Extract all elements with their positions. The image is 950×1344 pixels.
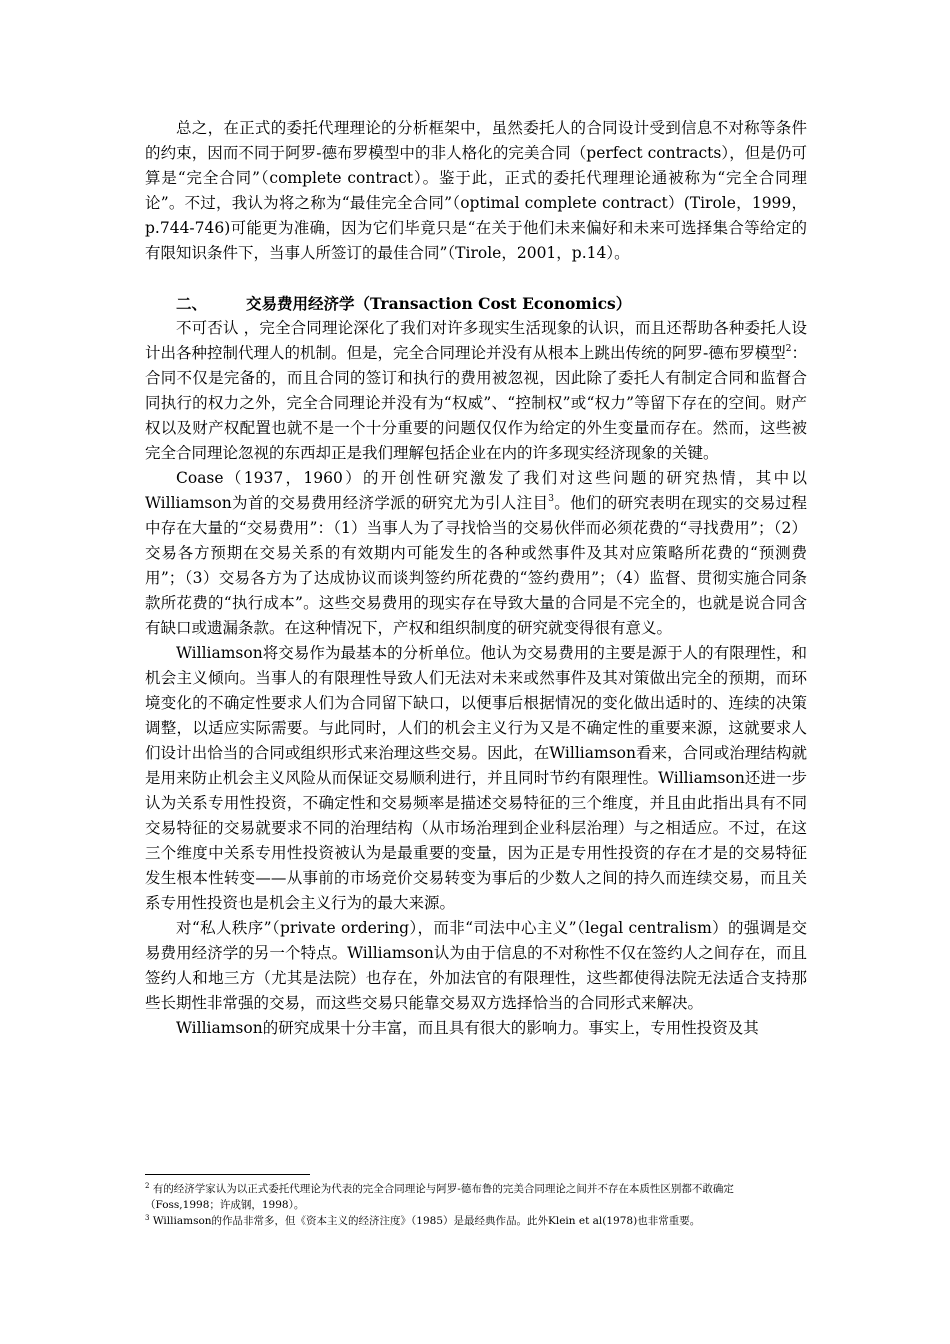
paragraph-2-part-a: 不可否认 ，完全合同理论深化了我们对许多现实生活现象的认识，而且还帮助各种委托人设计出各种控制代理人的机制。但是，完全合同理论并没有从根本上跳出传统的阿罗-德布罗模型 — [145, 319, 807, 362]
footnote-divider — [145, 1174, 310, 1175]
footnotes — [145, 1181, 807, 1229]
body-text — [145, 116, 807, 1041]
paragraph-1: 总之，在正式的委托代理理论的分析框架中，虽然委托人的合同设计受到信息不对称等条件的约束，因而不同于阿罗-德布罗模型中的非人格化的完美合同（perfect contracts），但是仍可算是“完全合同”（complete contract）。鉴于此，正式的委托代理理论通被称为“完全合同理论”。不过，我认为将之称为“最佳完全合同”（optimal complete contract）(Tirole，1999，p.744-746)可能更为准确，因为它们毕竟只是“在关于他们未来偏好和未来可选择集合等给定的有限知识条件下，当事人所签订的最佳合同”（Tirole，2001，p.14）。 — [145, 119, 807, 262]
paragraph-2-part-b: ：合同不仅是完备的，而且合同的签订和执行的费用被忽视，因此除了委托人有制定合同和监督合同执行的权力之外，完全合同理论并没有为“权威”、“控制权”或“权力”等留下存在的空间。财产权以及财产权配置也就不是一个十分重要的问题仅仅作为给定的外生变量而存在。然而，这些被完全合同理论忽视的东西却正是我们理解包括企业在内的许多现实经济现象的关键。 — [145, 344, 807, 462]
section-number: 二、 — [176, 294, 208, 313]
paragraph-5: 对“私人秩序”（private ordering），而非“司法中心主义”（legal centralism）的强调是交易费用经济学的另一个特点。Williamson认为由于信息的不对称性不仅在签约人之间存在，而且签约人和地三方（尤其是法院）也存在，外加法官的有限理性，这些都使得法院无法适合支持那些长期性非常强的交易，而这些交易只能靠交易双方选择恰当的合同形式来解决。 — [145, 919, 807, 1012]
section-heading — [145, 291, 807, 316]
paragraph-3-part-b: 。他们的研究表明在现实的交易过程中存在大量的“交易费用”：（1）当事人为了寻找恰当的交易伙伴而必须花费的“寻找费用”；（2）交易各方预期在交易关系的有效期内可能发生的各种或然事件及其对应策略所花费的“预测费用”；（3）交易各方为了达成协议而谈判签约所花费的“签约费用”；（4）监督、贯彻实施合同条款所花费的“执行成本”。这些交易费用的现实存在导致大量的合同是不完全的，也就是说合同含有缺口或遗漏条款。在这种情况下，产权和组织制度的研究就变得很有意义。 — [145, 494, 807, 637]
paragraph-4: Williamson将交易作为最基本的分析单位。他认为交易费用的主要是源于人的有限理性，和机会主义倾向。当事人的有限理性导致人们无法对未来或然事件及其对策做出完全的预期，而环境变化的不确定性要求人们为合同留下缺口，以便事后根据情况的变化做出适时的、连续的决策调整，以适应实际需要。与此同时，人们的机会主义行为又是不确定性的重要来源，这就要求人们设计出恰当的合同或组织形式来治理这些交易。因此，在Williamson看来，合同或治理结构就是用来防止机会主义风险从而保证交易顺利进行，并且同时节约有限理性。Williamson还进一步认为关系专用性投资，不确定性和交易频率是描述交易特征的三个维度，并且由此指出具有不同交易特征的交易就要求不同的治理结构（从市场治理到企业科层治理）与之相适应。不过，在这三个维度中关系专用性投资被认为是最重要的变量，因为正是专用性投资的存在才是的交易特征发生根本性转变——从事前的市场竞价交易转变为事后的少数人之间的持久而连续交易，而且关系专用性投资也是机会主义行为的最大来源。 — [145, 644, 807, 912]
section-title: 交易费用经济学（Transaction Cost Economics） — [246, 294, 632, 313]
paragraph-6: Williamson的研究成果十分丰富，而且具有很大的影响力。事实上，专用性投资及其 — [176, 1019, 759, 1037]
footnote-ref-3[interactable]: 3 — [548, 493, 554, 504]
footnote-text: 有的经济学家认为以正式委托代理论为代表的完全合同理论与阿罗-德布鲁的完美合同理论之间并不存在本质性区别都不敢确定（Foss,1998；许成钢，1998）。 — [145, 1183, 734, 1211]
footnote-text: Williamson的作品非常多，但《资本主义的经济注度》（1985）是最经典作品。此外Klein et al(1978)也非常重要。 — [152, 1215, 701, 1227]
footnote-2 — [145, 1181, 807, 1213]
paragraph-3 — [145, 466, 807, 641]
footnote-mark: 2 — [145, 1181, 150, 1190]
footnote-ref-2[interactable]: 2 — [785, 343, 792, 354]
footnote-mark: 3 — [145, 1213, 150, 1222]
footnote-3 — [145, 1213, 807, 1229]
paragraph-2 — [145, 316, 807, 466]
paragraph-spacer — [145, 266, 807, 291]
paragraph-3-part-a: Coase（1937，1960）的开创性研究激发了我们对这些问题的研究热情，其中以Williamson为首的交易费用经济学派的研究尤为引人注目 — [145, 469, 807, 512]
